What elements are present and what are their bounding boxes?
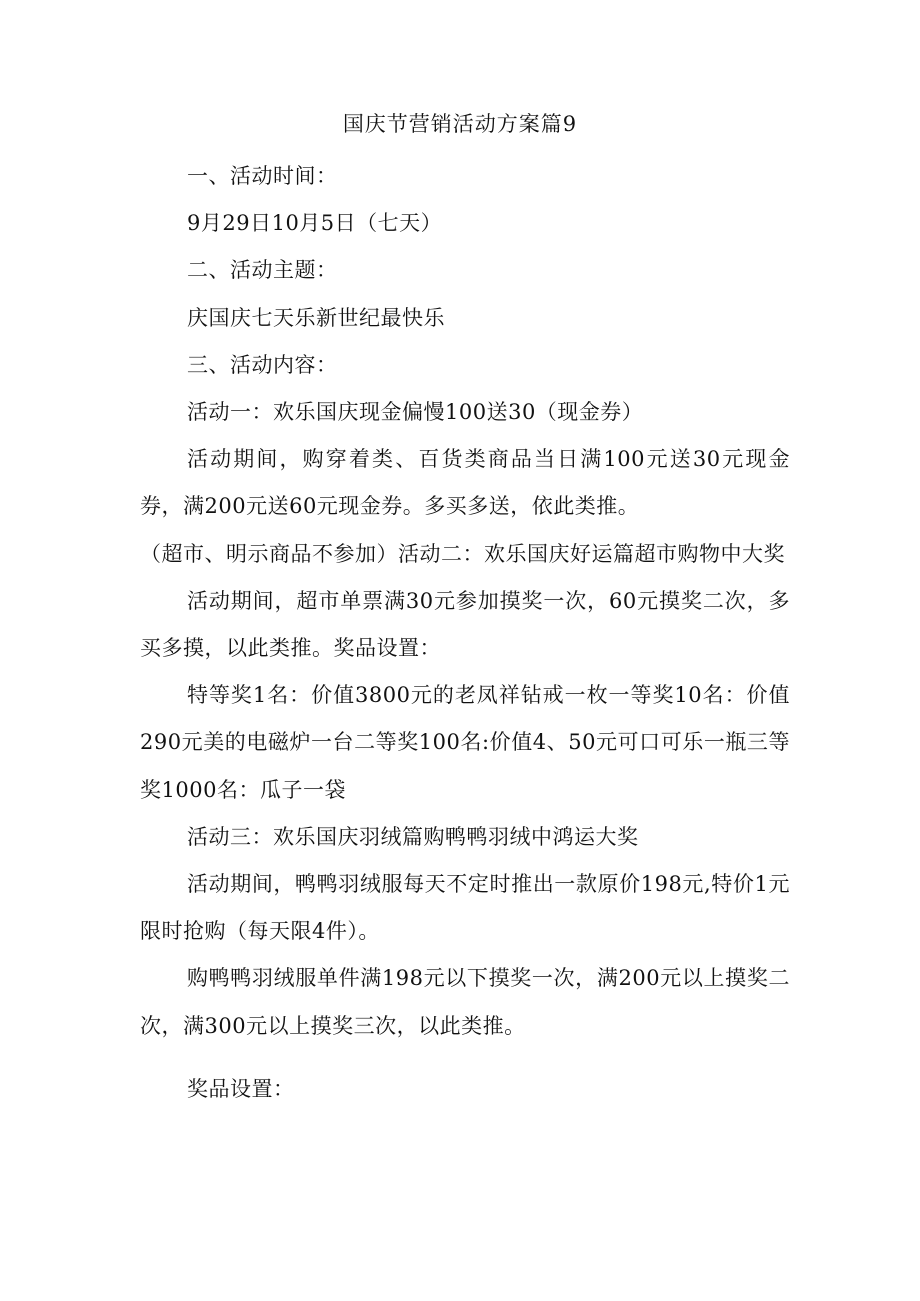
paragraph-theme: 庆国庆七天乐新世纪最快乐 [187,305,445,330]
paragraph-activity-3-draw: 购鸭鸭羽绒服单件满198元以下摸奖一次，满200元以上摸奖二次，满300元以上摸奖三次，以此类推。 [140,966,790,1038]
section-heading-time: 一、活动时间： [187,164,338,188]
paragraph-activity-1-detail: 活动期间，购穿着类、百货类商品当日满100元送30元现金券，满200元送60元现金券。多买多送，依此类推。 [140,447,790,519]
paragraph-activity-3-detail: 活动期间，鸭鸭羽绒服每天不定时推出一款原价198元,特价1元限时抢购（每天限4件）。 [140,872,790,944]
paragraph-activity-1-title: 活动一：欢乐国庆现金偏慢100送30（现金券） [187,400,644,425]
document-title: 国庆节营销活动方案篇9 [342,112,578,136]
paragraph-activity-2-detail: 活动期间，超市单票满30元参加摸奖一次，60元摸奖二次，多买多摸，以此类推。奖品设置： [140,588,790,661]
document-body [140,153,790,1113]
paragraph-prize-settings: 奖品设置： [187,1076,295,1101]
section-heading-theme: 二、活动主题： [187,258,338,283]
paragraph-activity-3-title: 活动三：欢乐国庆羽绒篇购鸭鸭羽绒中鸿运大奖 [187,824,639,849]
section-heading-content: 三、活动内容： [187,352,338,377]
paragraph-prizes: 特等奖1名：价值3800元的老凤祥钻戒一枚一等奖10名：价值290元美的电磁炉一台二等奖100名:价值4、50元可口可乐一瓶三等奖1000名：瓜子一袋 [140,683,790,802]
paragraph-time: 9月29日10月5日（七天） [187,211,443,236]
paragraph-activity-2-title: （超市、明示商品不参加）活动二：欢乐国庆好运篇超市购物中大奖 [140,541,785,566]
